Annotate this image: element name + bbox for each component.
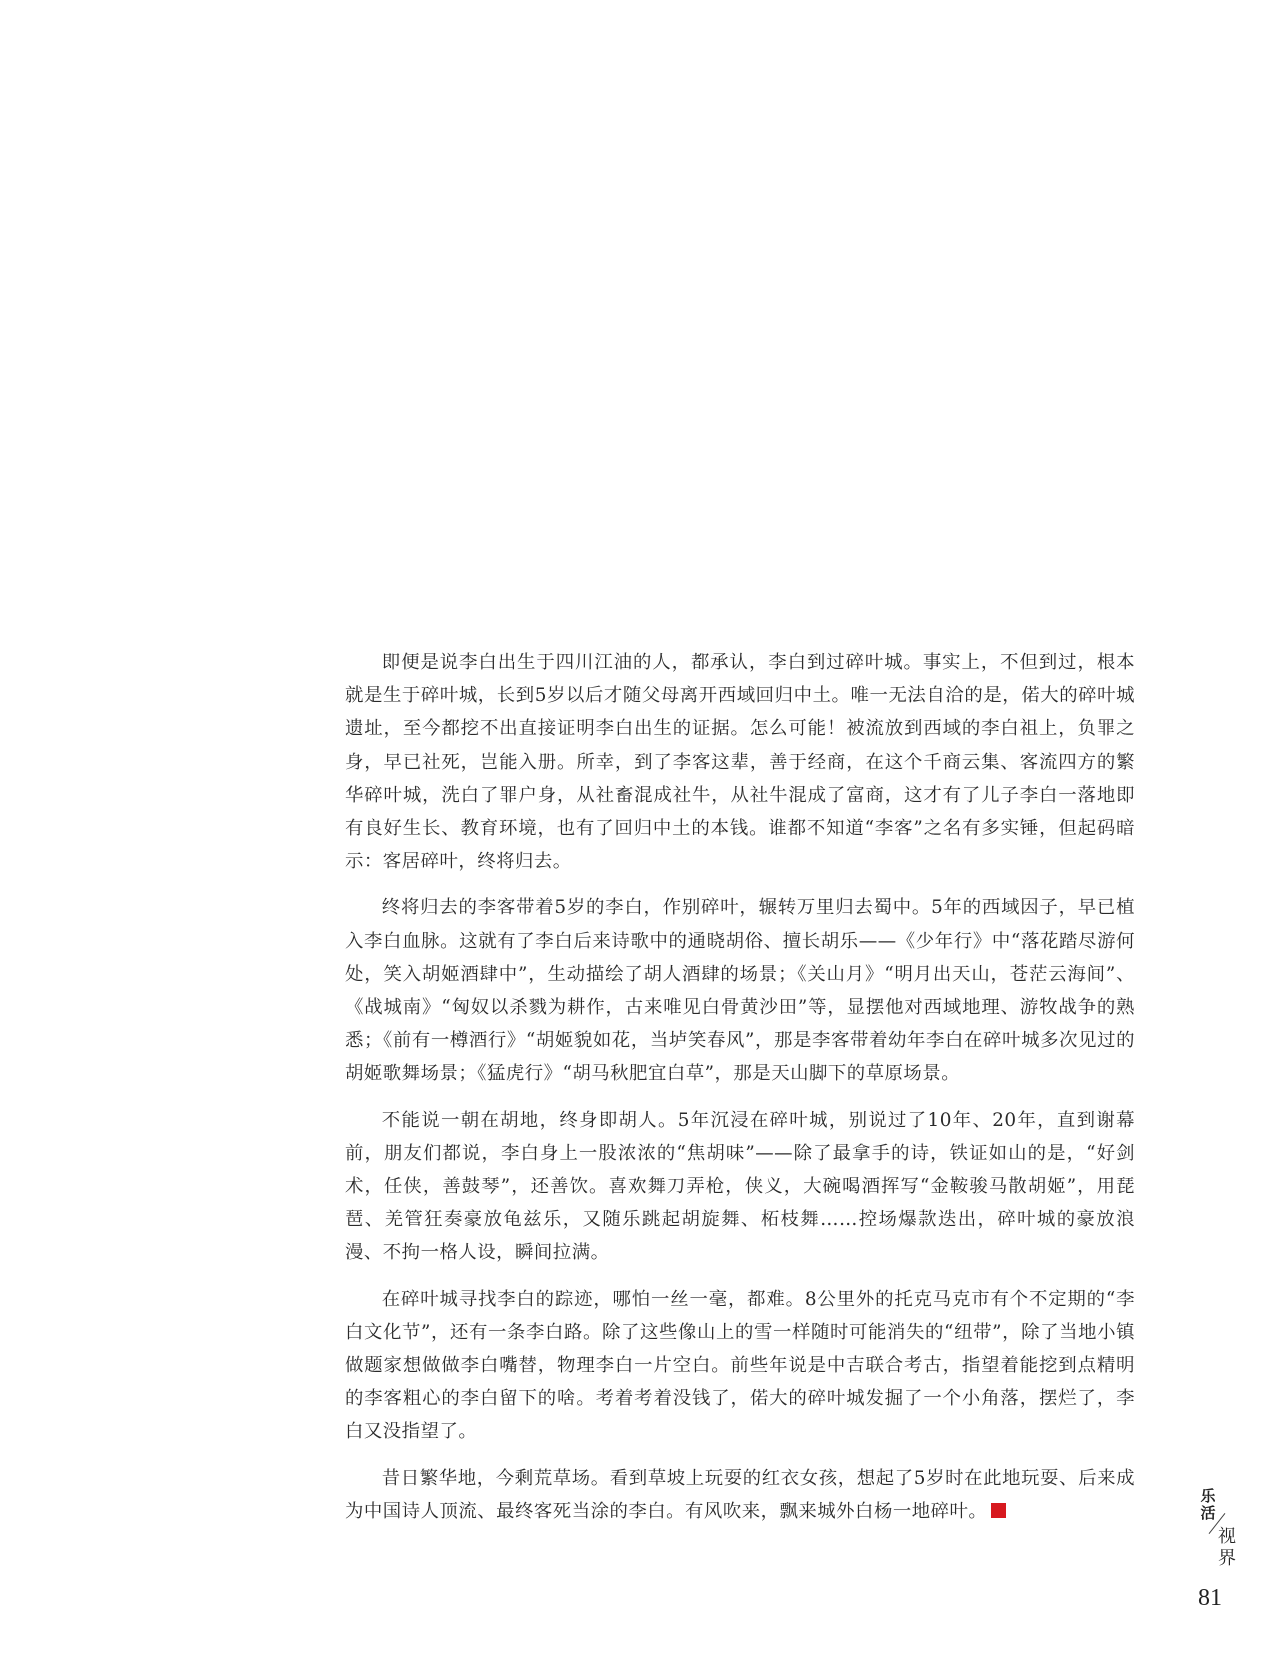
paragraph-2: 终将归去的李客带着5岁的李白，作别碎叶，辗转万里归去蜀中。5年的西域因子，早已植入李白血脉。这就有了李白后来诗歌中的通晓胡俗、擅长胡乐——《少年行》中“落花踏尽游何处，笑入胡姬酒肆中”，生动描绘了胡人酒肆的场景；《关山月》“明月出天山，苍茫云海间”、《战城南》“匈奴以杀戮为耕作，古来唯见白骨黄沙田”等，显摆他对西域地理、游牧战争的熟悉；《前有一樽酒行》“胡姬貌如花，当垆笑春风”，那是李客带着幼年李白在碎叶城多次见过的胡姬歌舞场景；《猛虎行》“胡马秋肥宜白草”，那是天山脚下的草原场景。 xyxy=(345,897,1135,1085)
article-body xyxy=(345,646,1135,1541)
end-mark-icon xyxy=(991,1503,1006,1518)
paragraph-4: 在碎叶城寻找李白的踪迹，哪怕一丝一毫，都难。8公里外的托克马克市有个不定期的“李白文化节”，还有一条李白路。除了这些像山上的雪一样随时可能消失的“纽带”，除了当地小镇做题家想做做李白嘴替，物理李白一片空白。前些年说是中吉联合考古，指望着能挖到点精明的李客粗心的李白留下的啥。考着考着没钱了，偌大的碎叶城发掘了一个小角落，摆烂了，李白又没指望了。 xyxy=(345,1288,1135,1443)
section-name: 乐活 xyxy=(1200,1487,1216,1522)
page-footer xyxy=(1186,1488,1246,1648)
paragraph-5 xyxy=(345,1462,1135,1528)
page-number: 81 xyxy=(1198,1585,1222,1611)
paragraph-3: 不能说一朝在胡地，终身即胡人。5年沉浸在碎叶城，别说过了10年、20年，直到谢幕前，朋友们都说，李白身上一股浓浓的“焦胡味”——除了最拿手的诗，铁证如山的是，“好剑术，任侠，善鼓琴”，还善饮。喜欢舞刀弄枪，侠义，大碗喝酒挥写“金鞍骏马散胡姬”，用琵琶、羌管狂奏豪放龟兹乐，又随乐跳起胡旋舞、柘枝舞……控场爆款迭出，碎叶城的豪放浪漫、不拘一格人设，瞬间拉满。 xyxy=(345,1109,1135,1264)
paragraph-1: 即便是说李白出生于四川江油的人，都承认，李白到过碎叶城。事实上，不但到过，根本就是生于碎叶城，长到5岁以后才随父母离开西域回归中土。唯一无法自洽的是，偌大的碎叶城遗址，至今都挖不出直接证明李白出生的证据。怎么可能！被流放到西域的李白祖上，负罪之身，早已社死，岂能入册。所幸，到了李客这辈，善于经商，在这个千商云集、客流四方的繁华碎叶城，洗白了罪户身，从社畜混成社牛，从社牛混成了富商，这才有了儿子李白一落地即有良好生长、教育环境，也有了回归中土的本钱。谁都不知道“李客”之名有多实锤，但起码暗示：客居碎叶，终将归去。 xyxy=(345,652,1135,873)
paragraph-5-text: 昔日繁华地，今剩荒草场。看到草坡上玩耍的红衣女孩，想起了5岁时在此地玩耍、后来成为中国诗人顶流、最终客死当涂的李白。有风吹来，飘来城外白杨一地碎叶。 xyxy=(345,1467,1135,1522)
section-subname: 视界 xyxy=(1218,1526,1236,1569)
